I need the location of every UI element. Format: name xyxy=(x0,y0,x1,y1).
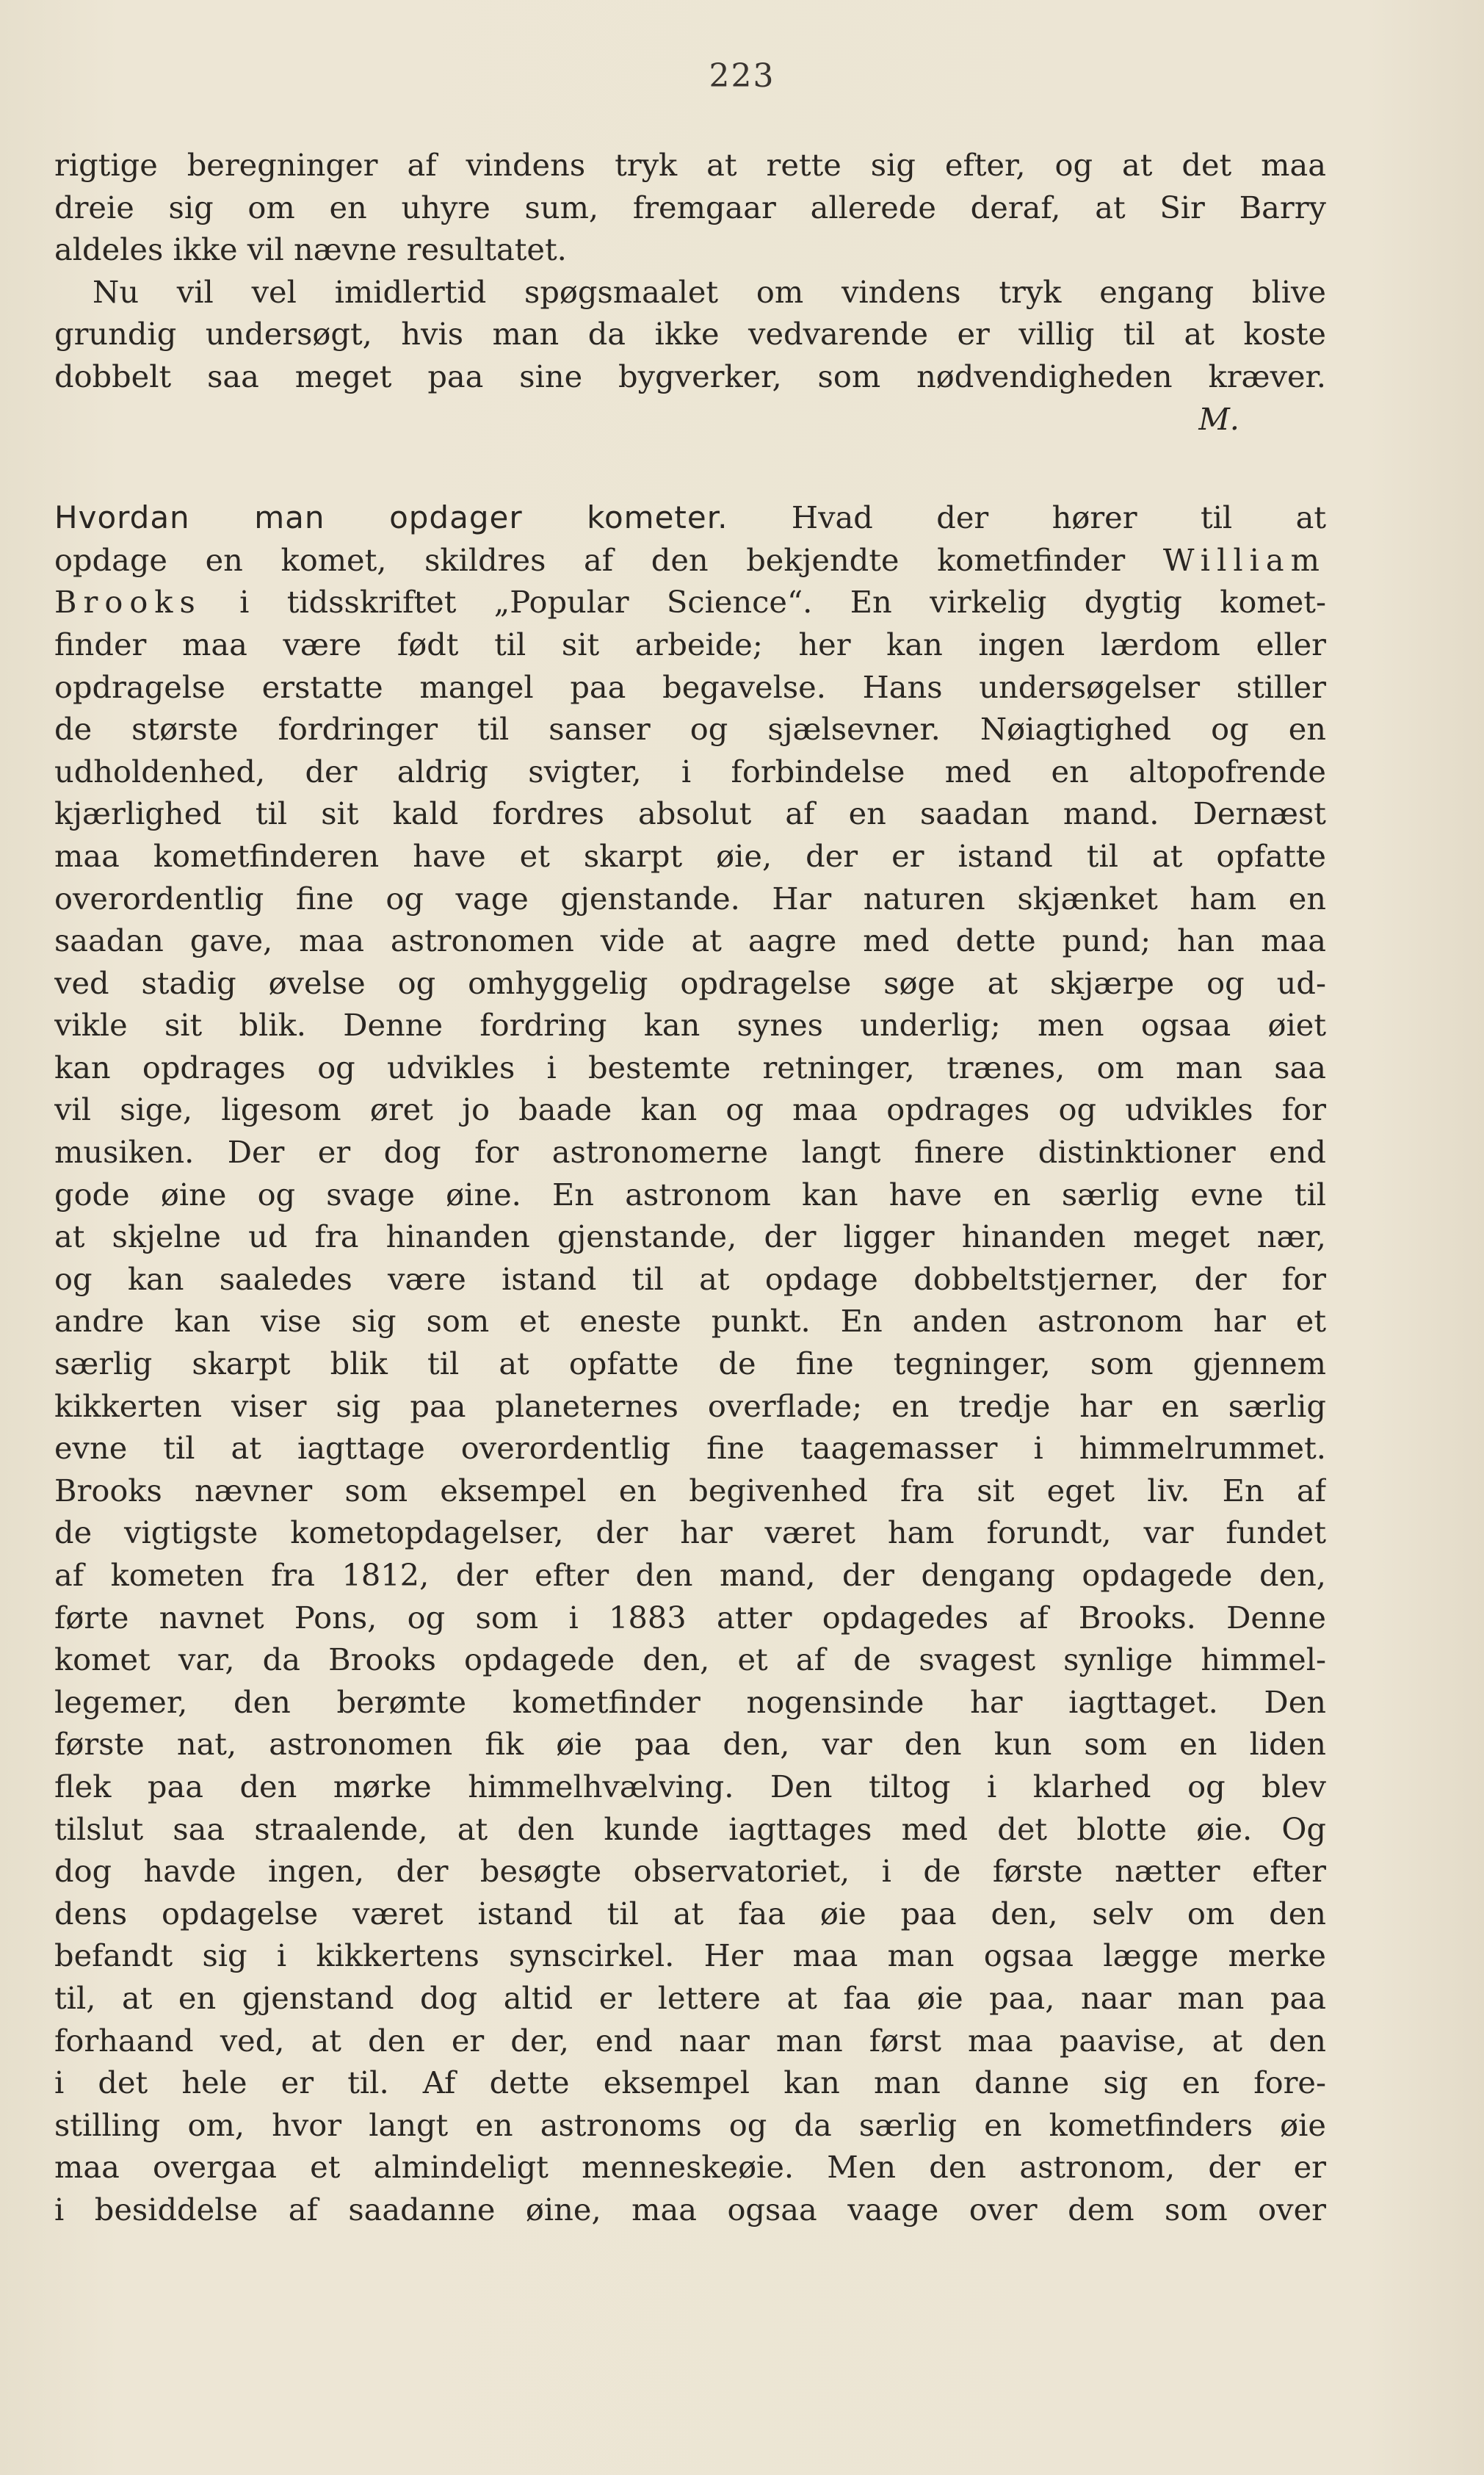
text-line: rigtige beregninger af vindens tryk at rette sig efter, og at det maa xyxy=(54,147,1326,183)
text-fragment: i tidsskriftet „Popular Science“. En virkelig dygtig komet- xyxy=(239,584,1326,621)
text-line: de vigtigste kometopdagelser, der har været ham forundt, var fundet xyxy=(54,1514,1326,1551)
section-gap xyxy=(54,440,1326,496)
text-line: vikle sit blik. Denne fordring kan synes underlig; men ogsaa øiet xyxy=(54,1007,1326,1044)
text-line: andre kan vise sig som et eneste punkt. En anden astronom har et xyxy=(54,1303,1326,1340)
text-line: opdragelse erstatte mangel paa begavelse. Hans undersøgelser stiller xyxy=(54,668,1326,705)
text-line: komet var, da Brooks opdagede den, et af de svagest synlige himmel- xyxy=(54,1641,1326,1678)
text-line xyxy=(54,581,1326,624)
text-line: kjærlighed til sit kald fordres absolut af en saadan mand. Dernæst xyxy=(54,795,1326,832)
text-line: dreie sig om en uhyre sum, fremgaar allerede deraf, at Sir Barry xyxy=(54,189,1326,225)
text-line: finder maa være født til sit arbeide; her kan ingen lærdom eller xyxy=(54,626,1326,662)
text-line: i besiddelse af saadanne øine, maa ogsaa vaage over dem som over xyxy=(54,2191,1326,2228)
author-surname: Brooks xyxy=(54,584,202,621)
text-line: de største fordringer til sanser og sjælsevner. Nøiagtighed og en xyxy=(54,711,1326,748)
text-line: til, at en gjenstand dog altid er lettere at faa øie paa, naar man paa xyxy=(54,1979,1326,2016)
text-line: maa kometfinderen have et skarpt øie, der er istand til at opfatte xyxy=(54,837,1326,874)
text-line: førte navnet Pons, og som i 1883 atter opdagedes af Brooks. Denne xyxy=(54,1599,1326,1636)
text-line: befandt sig i kikkertens synscirkel. Her maa man ogsaa lægge merke xyxy=(54,1937,1326,1974)
heading-line xyxy=(54,496,1326,539)
author-name: William xyxy=(1162,541,1326,578)
text-line: første nat, astronomen fik øie paa den, var den kun som en liden xyxy=(54,1726,1326,1763)
text-line xyxy=(54,539,1326,582)
text-line: gode øine og svage øine. En astronom kan have en særlig evne til xyxy=(54,1176,1326,1213)
text-line: legemer, den berømte kometfinder nogensinde har iagttaget. Den xyxy=(54,1683,1326,1720)
text-line: at skjelne ud fra hinanden gjenstande, der ligger hinanden meget nær, xyxy=(54,1218,1326,1255)
text-fragment: opdage en komet, skildres af den bekjendte kometfinder xyxy=(54,541,1126,578)
text-line: udholdenhed, der aldrig svigter, i forbindelse med en altopofrende xyxy=(54,753,1326,790)
text-line: særlig skarpt blik til at opfatte de fine tegninger, som gjennem xyxy=(54,1345,1326,1382)
text-line: stilling om, hvor langt en astronoms og da særlig en kometfinders øie xyxy=(54,2106,1326,2143)
text-line: evne til at iagttage overordentlig fine taagemasser i himmelrummet. xyxy=(54,1430,1326,1467)
text-line: maa overgaa et almindeligt menneskeøie. Men den astronom, der er xyxy=(54,2149,1326,2186)
text-line: og kan saaledes være istand til at opdage dobbeltstjerner, der for xyxy=(54,1260,1326,1297)
text-line: af kometen fra 1812, der efter den mand, der dengang opdagede den, xyxy=(54,1557,1326,1593)
text-line: Nu vil vel imidlertid spøgsmaalet om vindens tryk engang blive xyxy=(93,273,1326,310)
text-fragment: Hvad der hører til at xyxy=(791,499,1326,536)
text-line: ved stadig øvelse og omhyggelig opdragelse søge at skjærpe og ud- xyxy=(54,964,1326,1001)
author-signature: M. xyxy=(1198,400,1239,437)
text-line: i det hele er til. Af dette eksempel kan man danne sig en fore- xyxy=(54,2064,1326,2101)
text-line: vil sige, ligesom øret jo baade kan og maa opdrages og udvikles for xyxy=(54,1091,1326,1128)
text-line: tilslut saa straalende, at den kunde iagttages med det blotte øie. Og xyxy=(54,1810,1326,1847)
text-line: aldeles ikke vil nævne resultatet. xyxy=(54,231,567,268)
text-line: dobbelt saa meget paa sine bygverker, som nødvendigheden kræver. xyxy=(54,358,1326,394)
text-line: grundig undersøgt, hvis man da ikke vedvarende er villig til at koste xyxy=(54,316,1326,353)
text-line: musiken. Der er dog for astronomerne langt finere distinktioner end xyxy=(54,1134,1326,1171)
text-line: dens opdagelse været istand til at faa øie paa den, selv om den xyxy=(54,1895,1326,1932)
page-number: 223 xyxy=(709,57,775,95)
text-line: kan opdrages og udvikles i bestemte retninger, trænes, om man saa xyxy=(54,1049,1326,1085)
article-body xyxy=(54,144,1326,2231)
text-line: Brooks nævner som eksempel en begivenhed fra sit eget liv. En af xyxy=(54,1472,1326,1509)
text-line: saadan gave, maa astronomen vide at aagre med dette pund; han maa xyxy=(54,922,1326,959)
text-line: overordentlig fine og vage gjenstande. Har naturen skjænket ham en xyxy=(54,880,1326,917)
article-heading: Hvordan man opdager kometer. xyxy=(54,499,728,536)
text-line: kikkerten viser sig paa planeternes overflade; en tredje har en særlig xyxy=(54,1387,1326,1424)
text-line: forhaand ved, at den er der, end naar man først maa paavise, at den xyxy=(54,2022,1326,2059)
text-line: dog havde ingen, der besøgte observatoriet, i de første nætter efter xyxy=(54,1853,1326,1890)
text-line: flek paa den mørke himmelhvælving. Den tiltog i klarhed og blev xyxy=(54,1768,1326,1804)
